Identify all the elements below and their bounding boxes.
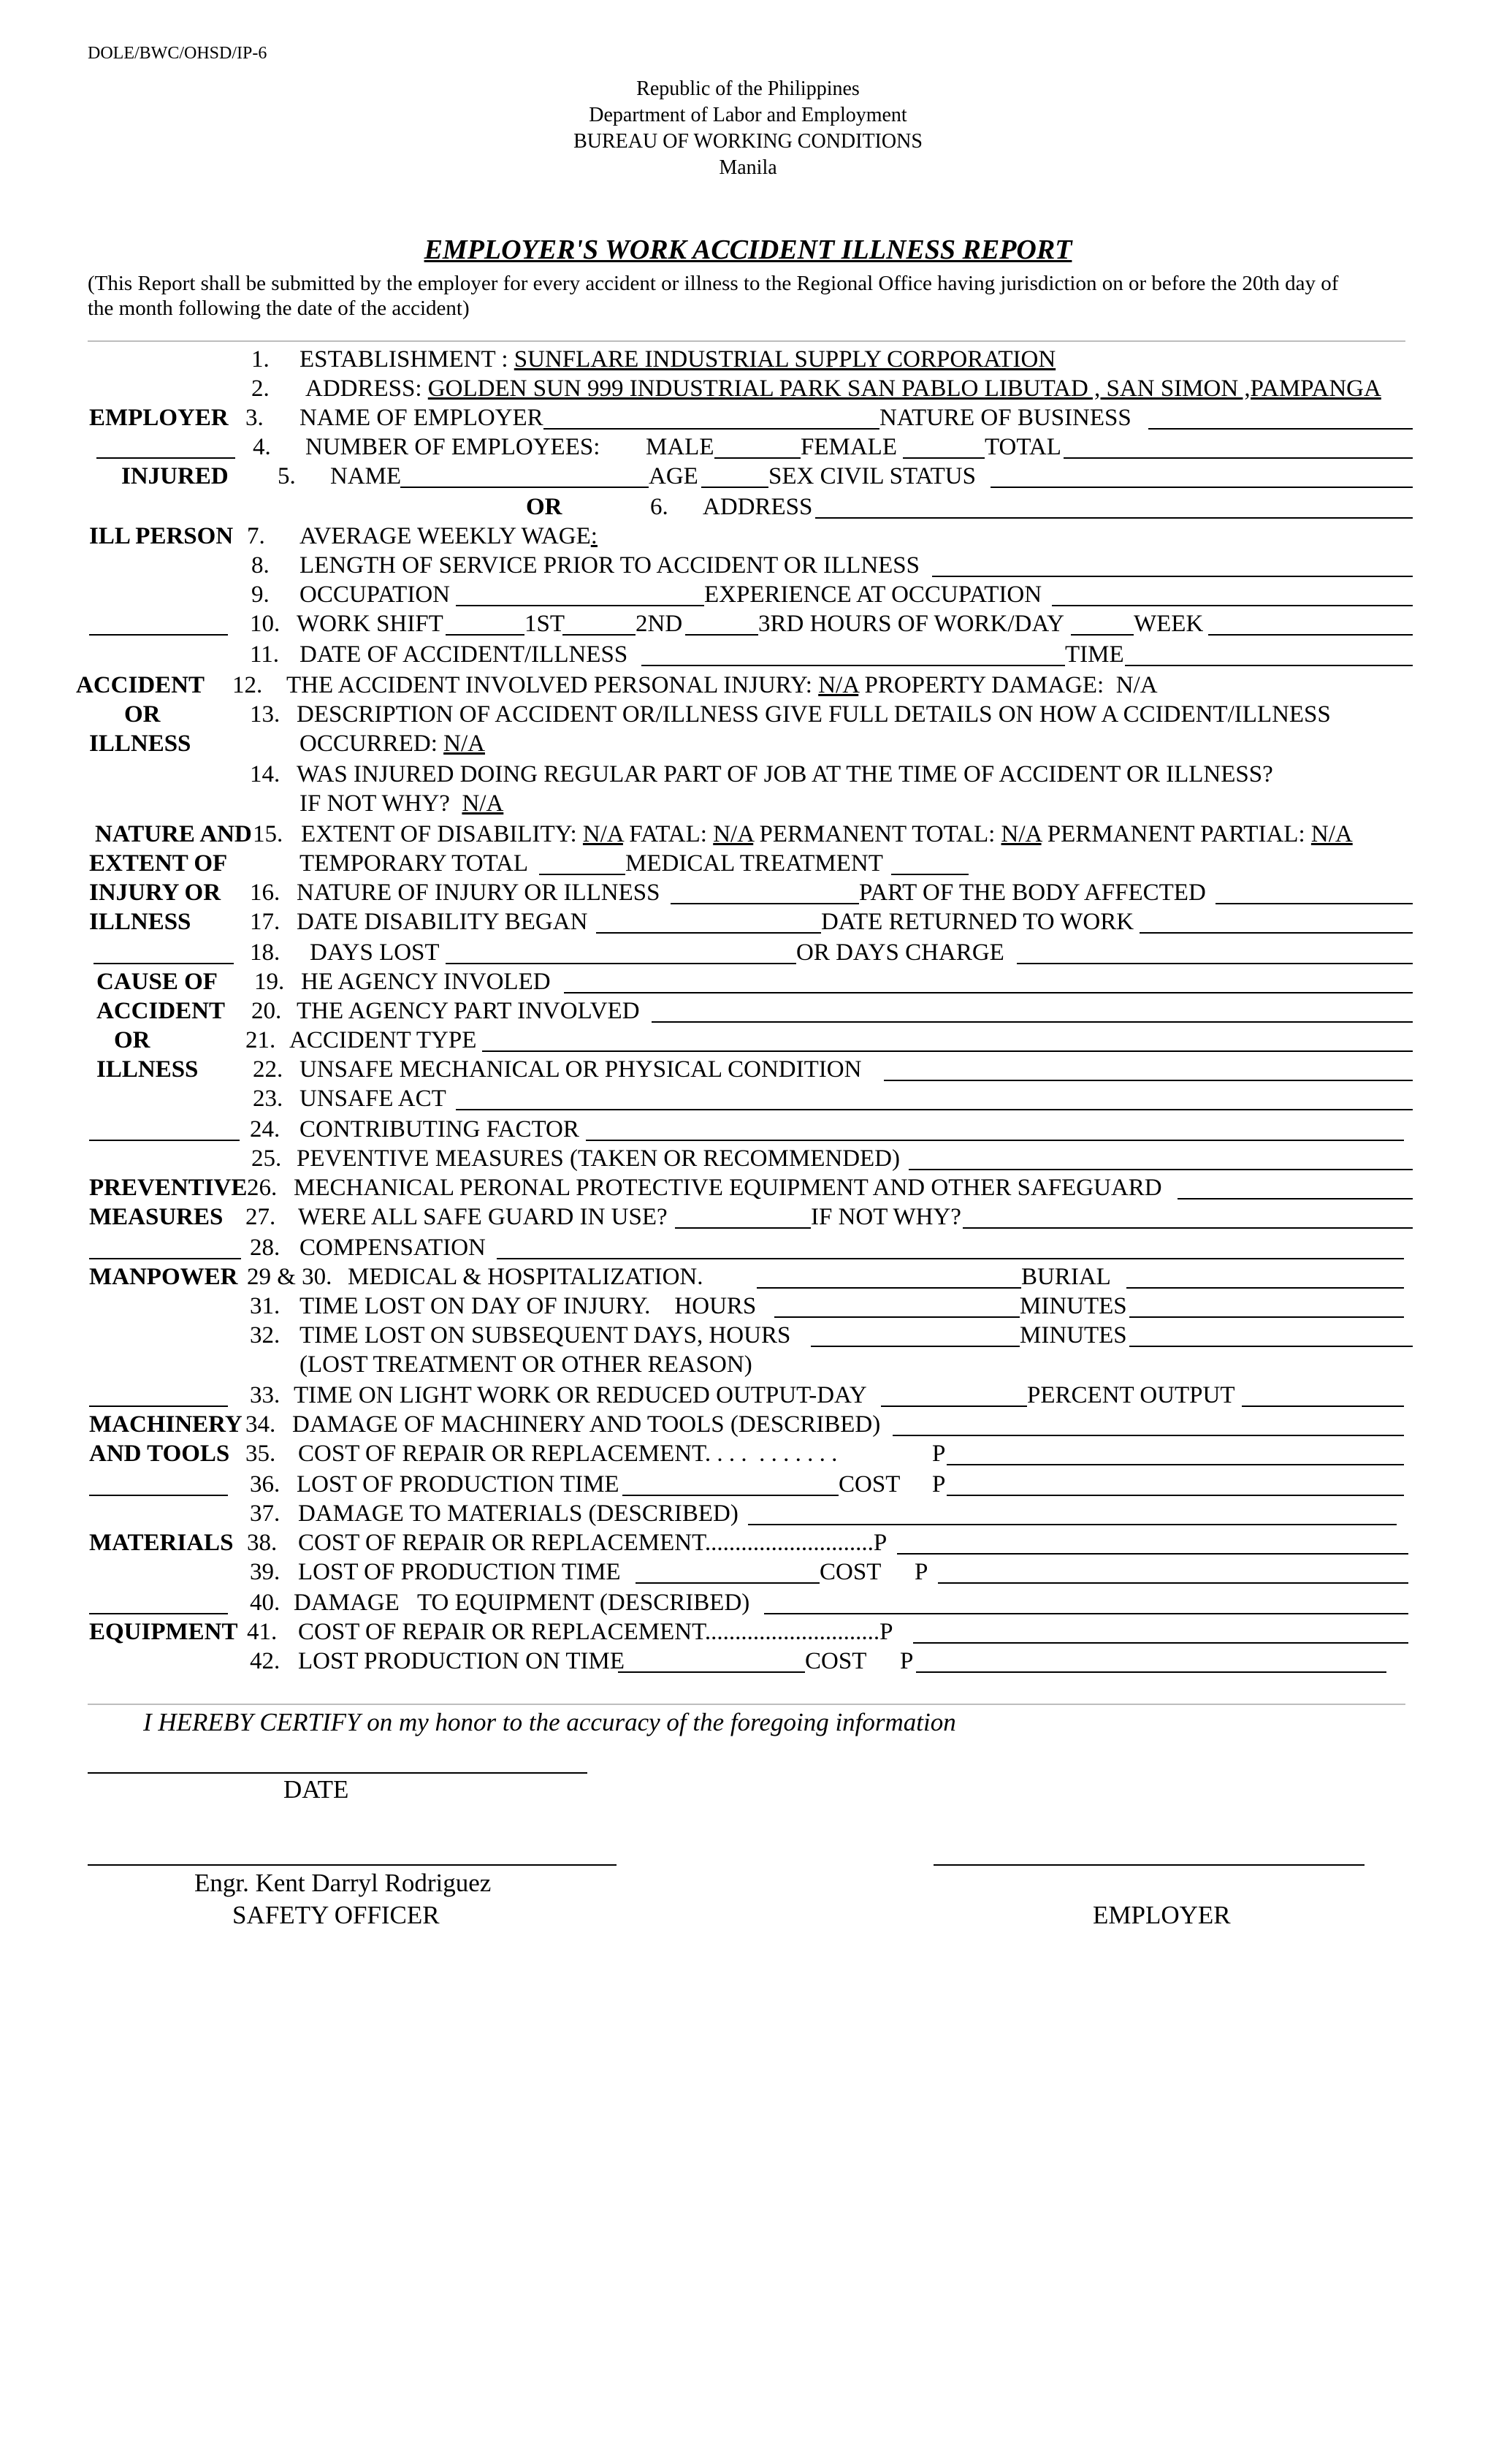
blank-line	[456, 1109, 1413, 1110]
blank-line	[622, 1495, 839, 1496]
blank-line	[1208, 634, 1413, 636]
employer-signature-line	[934, 1864, 1365, 1866]
name-label: NAME	[330, 463, 402, 489]
section-illness: ILLNESS	[89, 731, 191, 757]
instructions-line2: the month following the date of the accident)	[88, 297, 470, 320]
accident-type-label: ACCIDENT TYPE	[289, 1027, 477, 1053]
section-materials: MATERIALS	[89, 1530, 234, 1556]
item-number: 11.	[250, 641, 280, 668]
light-work-label: TIME ON LIGHT WORK OR REDUCED OUTPUT-DAY	[294, 1382, 867, 1408]
blank-line	[1242, 1405, 1404, 1407]
disability-began-label: DATE DISABILITY BEGAN	[297, 909, 588, 935]
section-rule	[89, 1405, 228, 1407]
cost-repair-label: COST OF REPAIR OR REPLACEMENT............................P	[298, 1530, 888, 1556]
item-number: 12.	[232, 672, 263, 698]
description-label: DESCRIPTION OF ACCIDENT OR/ILLNESS GIVE FULL DETAILS ON HOW A CCIDENT/ILLNESS	[297, 701, 1331, 728]
blank-line	[1148, 428, 1413, 430]
blank-line	[1129, 1346, 1413, 1347]
section-rule	[89, 1258, 241, 1259]
item-number: 23.	[253, 1086, 283, 1112]
item-number: 32.	[250, 1322, 280, 1349]
item-number: 34.	[245, 1411, 276, 1438]
peso-label: P	[932, 1441, 946, 1467]
peso-label: P	[900, 1648, 914, 1674]
item-number: 4.	[253, 434, 271, 460]
item-number: 1.	[251, 346, 270, 373]
regular-job-label: WAS INJURED DOING REGULAR PART OF JOB AT THE TIME OF ACCIDENT OR ILLNESS?	[297, 761, 1273, 787]
item-number: 17.	[250, 909, 280, 935]
body-part-label: PART OF THE BODY AFFECTED	[859, 880, 1206, 906]
section-cause-accident: ACCIDENT	[96, 998, 226, 1024]
blank-line	[400, 487, 649, 488]
employees-label: NUMBER OF EMPLOYEES:	[305, 434, 600, 460]
blank-line	[1140, 932, 1413, 934]
blank-line	[963, 1227, 1413, 1229]
blank-line	[947, 1495, 1404, 1496]
time-lost-subsequent-label: TIME LOST ON SUBSEQUENT DAYS, HOURS	[299, 1322, 791, 1349]
if-not-why-label: IF NOT WHY?	[811, 1204, 961, 1230]
report-title: EMPLOYER'S WORK ACCIDENT ILLNESS REPORT	[424, 234, 1072, 265]
unsafe-act-label: UNSAFE ACT	[299, 1086, 446, 1112]
section-and-tools: AND TOOLS	[89, 1441, 230, 1467]
section-cause-of: CAUSE OF	[96, 969, 218, 995]
blank-line	[909, 1169, 1413, 1170]
item-number: 8.	[251, 552, 270, 579]
blank-line	[636, 1582, 820, 1584]
date-signature-line	[88, 1772, 587, 1774]
item-number: 15.	[253, 821, 283, 847]
nature-business-label: NATURE OF BUSINESS	[879, 405, 1131, 431]
accident-involved-field: THE ACCIDENT INVOLVED PERSONAL INJURY: N/A PROPERTY DAMAGE: N/A	[286, 672, 1158, 698]
age-label: AGE	[649, 463, 698, 489]
minutes-label: MINUTES	[1020, 1293, 1127, 1319]
minutes-label: MINUTES	[1020, 1322, 1127, 1349]
blank-line	[897, 1553, 1408, 1555]
medical-hospitalization-label: MEDICAL & HOSPITALIZATION.	[348, 1264, 703, 1290]
damage-equipment-label: DAMAGE TO EQUIPMENT (DESCRIBED)	[294, 1590, 750, 1616]
item-number: 9.	[251, 581, 270, 608]
blank-line	[446, 963, 796, 964]
employer-name-label: NAME OF EMPLOYER	[299, 405, 543, 431]
blank-line	[916, 1671, 1386, 1673]
blank-line	[675, 1227, 811, 1229]
compensation-label: COMPENSATION	[299, 1235, 486, 1261]
blank-line	[938, 1582, 1408, 1584]
blank-line	[757, 1287, 1021, 1289]
blank-line	[564, 992, 1413, 993]
blank-line	[815, 517, 1413, 519]
blank-line	[1064, 457, 1413, 459]
certify-statement: I HEREBY CERTIFY on my honor to the accuracy of the foregoing information	[143, 1708, 956, 1736]
male-label: MALE	[646, 434, 714, 460]
blank-line	[456, 605, 704, 606]
item-number: 5.	[278, 463, 296, 489]
hours-work-label: 3RD HOURS OF WORK/DAY	[758, 611, 1064, 637]
blank-line	[774, 1316, 1020, 1318]
section-cause-illness: ILLNESS	[96, 1056, 199, 1083]
weekly-wage-field: AVERAGE WEEKLY WAGE:	[299, 523, 598, 549]
blank-line	[1129, 1316, 1404, 1318]
blank-line	[1178, 1198, 1413, 1199]
header-bureau: BUREAU OF WORKING CONDITIONS	[573, 130, 923, 153]
blank-line	[1125, 665, 1413, 666]
section-rule	[94, 963, 234, 964]
blank-line	[748, 1524, 1397, 1525]
item-number: 7.	[247, 523, 265, 549]
safety-officer-title: SAFETY OFFICER	[232, 1901, 440, 1929]
week-label: WEEK	[1134, 611, 1204, 637]
blank-line	[884, 1080, 1413, 1081]
section-manpower: MANPOWER	[89, 1264, 238, 1290]
section-equipment: EQUIPMENT	[89, 1619, 238, 1645]
item-number: 3.	[245, 405, 264, 431]
item-number: 13.	[250, 701, 280, 728]
section-ill-person: ILL PERSON	[89, 523, 234, 549]
header-department: Department of Labor and Employment	[589, 104, 907, 126]
item-number: 38.	[247, 1530, 278, 1556]
item-number: 26.	[247, 1175, 278, 1201]
blank-line	[947, 1464, 1404, 1465]
medical-treatment-label: MEDICAL TREATMENT	[625, 850, 883, 877]
blank-line	[1052, 605, 1413, 606]
item-number: 42.	[250, 1648, 280, 1674]
blank-line	[1071, 634, 1134, 636]
damage-materials-label: DAMAGE TO MATERIALS (DESCRIBED)	[298, 1500, 739, 1527]
agency-part-label: THE AGENCY PART INVOLVED	[297, 998, 640, 1024]
section-injury-or: INJURY OR	[89, 880, 221, 906]
blank-line	[932, 576, 1413, 577]
item-number: 25.	[251, 1145, 282, 1172]
shift-1st-label: 1ST	[524, 611, 565, 637]
item-number: 19.	[254, 969, 285, 995]
employer-signature-label: EMPLOYER	[1093, 1901, 1231, 1929]
blank-line	[641, 665, 1065, 666]
section-measures: MEASURES	[89, 1204, 224, 1230]
blank-line	[1126, 1287, 1404, 1289]
item-number: 2.	[251, 375, 270, 402]
blank-line	[701, 487, 768, 488]
blank-line	[618, 1671, 805, 1673]
item-number: 41.	[247, 1619, 278, 1645]
blank-line	[671, 903, 859, 904]
blank-line	[991, 487, 1413, 488]
section-accident-or: OR	[124, 701, 161, 728]
header-republic: Republic of the Philippines	[636, 77, 860, 100]
item-number: 31.	[250, 1293, 280, 1319]
item-number: 6.	[650, 494, 668, 520]
blank-line	[903, 457, 985, 459]
section-rule	[89, 1613, 228, 1614]
date-accident-label: DATE OF ACCIDENT/ILLNESS	[299, 641, 628, 668]
blank-line	[685, 634, 758, 636]
sex-civil-status-label: SEX CIVIL STATUS	[768, 463, 976, 489]
blank-line	[891, 874, 969, 875]
blank-line	[543, 428, 879, 430]
item-number: 33.	[250, 1382, 280, 1408]
section-cause-or: OR	[114, 1027, 150, 1053]
blank-line	[913, 1642, 1408, 1644]
blank-line	[482, 1050, 1413, 1052]
item-number: 29 & 30.	[247, 1264, 332, 1290]
blank-line	[596, 932, 821, 934]
safety-officer-name: Engr. Kent Darryl Rodriguez	[194, 1869, 492, 1897]
safety-officer-signature-line	[88, 1864, 617, 1866]
blank-line	[539, 874, 625, 875]
item-number: 27.	[245, 1204, 276, 1230]
temporary-total-label: TEMPORARY TOTAL	[299, 850, 529, 877]
instructions-line1: (This Report shall be submitted by the employer for every accident or illness to the Regional Office having jurisdiction on or before the 20th day of	[88, 272, 1339, 295]
returned-work-label: DATE RETURNED TO WORK	[821, 909, 1134, 935]
section-rule	[89, 1140, 240, 1141]
cost-label: COST	[820, 1559, 882, 1585]
item-number: 18.	[250, 939, 280, 966]
item-number: 20.	[251, 998, 282, 1024]
item-number: 16.	[250, 880, 280, 906]
address-value: GOLDEN SUN 999 INDUSTRIAL PARK SAN PABLO LIBUTAD , SAN SIMON ,PAMPANGA	[427, 375, 1381, 402]
burial-label: BURIAL	[1021, 1264, 1111, 1290]
lost-production-label: LOST OF PRODUCTION TIME	[297, 1471, 619, 1498]
nature-injury-label: NATURE OF INJURY OR ILLNESS	[297, 880, 660, 906]
if-not-why-field: IF NOT WHY? N/A	[299, 790, 504, 817]
item-number: 28.	[250, 1235, 280, 1261]
blank-line	[1017, 963, 1413, 964]
address-label: ADDRESS	[703, 494, 813, 520]
preventive-measures-label: PEVENTIVE MEASURES (TAKEN OR RECOMMENDED)	[297, 1145, 900, 1172]
section-or: OR	[526, 494, 562, 520]
contributing-factor-label: CONTRIBUTING FACTOR	[299, 1116, 579, 1143]
cost-label: COST	[839, 1471, 901, 1498]
section-rule	[89, 634, 228, 636]
cost-label: COST	[805, 1648, 867, 1674]
blank-line	[811, 1346, 1020, 1347]
item-number: 14.	[250, 761, 280, 787]
work-shift-label: WORK SHIFT	[297, 611, 443, 637]
peso-label: P	[915, 1559, 928, 1585]
peso-label: P	[932, 1471, 946, 1498]
blank-line	[446, 634, 524, 636]
blank-line	[764, 1613, 1408, 1614]
section-extent-of: EXTENT OF	[89, 850, 228, 877]
item-number: 21.	[245, 1027, 276, 1053]
lost-production-label: LOST OF PRODUCTION TIME	[298, 1559, 621, 1585]
section-preventive: PREVENTIVE	[89, 1175, 248, 1201]
days-charge-label: OR DAYS CHARGE	[796, 939, 1004, 966]
experience-label: EXPERIENCE AT OCCUPATION	[704, 581, 1042, 608]
days-lost-label: DAYS LOST	[310, 939, 440, 966]
lost-treatment-label: (LOST TREATMENT OR OTHER REASON)	[299, 1351, 752, 1378]
lost-production-label: LOST PRODUCTION ON TIME	[298, 1648, 625, 1674]
occurred-field: OCCURRED: N/A	[299, 731, 485, 757]
establishment-value: SUNFLARE INDUSTRIAL SUPPLY CORPORATION	[514, 346, 1056, 373]
header-city: Manila	[719, 156, 777, 179]
blank-line	[497, 1258, 1404, 1259]
establishment-field: ESTABLISHMENT : SUNFLARE INDUSTRIAL SUPPLY CORPORATION	[299, 346, 1056, 373]
safeguard-in-use-label: WERE ALL SAFE GUARD IN USE?	[298, 1204, 668, 1230]
address-field: ADDRESS: GOLDEN SUN 999 INDUSTRIAL PARK SAN PABLO LIBUTAD , SAN SIMON ,PAMPANGA	[305, 375, 1381, 402]
unsafe-condition-label: UNSAFE MECHANICAL OR PHYSICAL CONDITION	[299, 1056, 862, 1083]
blank-line	[1216, 903, 1413, 904]
shift-2nd-label: 2ND	[636, 611, 683, 637]
date-label: DATE	[283, 1775, 349, 1804]
occupation-label: OCCUPATION	[299, 581, 450, 608]
cost-repair-label: COST OF REPAIR OR REPLACEMENT. . . . . . . . . . .	[298, 1441, 838, 1467]
time-label: TIME	[1065, 641, 1124, 668]
percent-output-label: PERCENT OUTPUT	[1027, 1382, 1235, 1408]
item-number: 24.	[250, 1116, 280, 1143]
section-employer: EMPLOYER	[89, 405, 229, 431]
top-divider	[88, 340, 1405, 342]
section-illness-2: ILLNESS	[89, 909, 191, 935]
item-number: 35.	[245, 1441, 276, 1467]
form-code: DOLE/BWC/OHSD/IP-6	[88, 44, 267, 63]
blank-line	[652, 1021, 1413, 1023]
blank-line	[893, 1435, 1404, 1436]
protective-equipment-label: MECHANICAL PERONAL PROTECTIVE EQUIPMENT AND OTHER SAFEGUARD	[294, 1175, 1162, 1201]
section-injured: INJURED	[121, 463, 229, 489]
item-number: 37.	[250, 1500, 280, 1527]
section-accident: ACCIDENT	[76, 672, 205, 698]
item-number: 36.	[250, 1471, 280, 1498]
blank-line	[562, 634, 636, 636]
item-number: 10.	[250, 611, 280, 637]
total-label: TOTAL	[985, 434, 1061, 460]
section-rule	[96, 457, 235, 459]
time-lost-day-label: TIME LOST ON DAY OF INJURY. HOURS	[299, 1293, 757, 1319]
bottom-divider	[88, 1704, 1405, 1705]
damage-machinery-label: DAMAGE OF MACHINERY AND TOOLS (DESCRIBED)	[292, 1411, 881, 1438]
cost-repair-label: COST OF REPAIR OR REPLACEMENT.............................P	[298, 1619, 893, 1645]
item-number: 22.	[253, 1056, 283, 1083]
blank-line	[714, 457, 801, 459]
section-machinery: MACHINERY	[89, 1411, 243, 1438]
length-service-label: LENGTH OF SERVICE PRIOR TO ACCIDENT OR ILLNESS	[299, 552, 920, 579]
item-number: 40.	[250, 1590, 280, 1616]
blank-line	[881, 1405, 1027, 1407]
section-rule	[89, 1495, 228, 1496]
blank-line	[586, 1140, 1404, 1141]
agency-involved-label: HE AGENCY INVOLED	[301, 969, 551, 995]
section-nature-and: NATURE AND	[95, 821, 252, 847]
disability-field: EXTENT OF DISABILITY: N/A FATAL: N/A PERMANENT TOTAL: N/A PERMANENT PARTIAL: N/A	[301, 821, 1353, 847]
female-label: FEMALE	[801, 434, 897, 460]
item-number: 39.	[250, 1559, 280, 1585]
